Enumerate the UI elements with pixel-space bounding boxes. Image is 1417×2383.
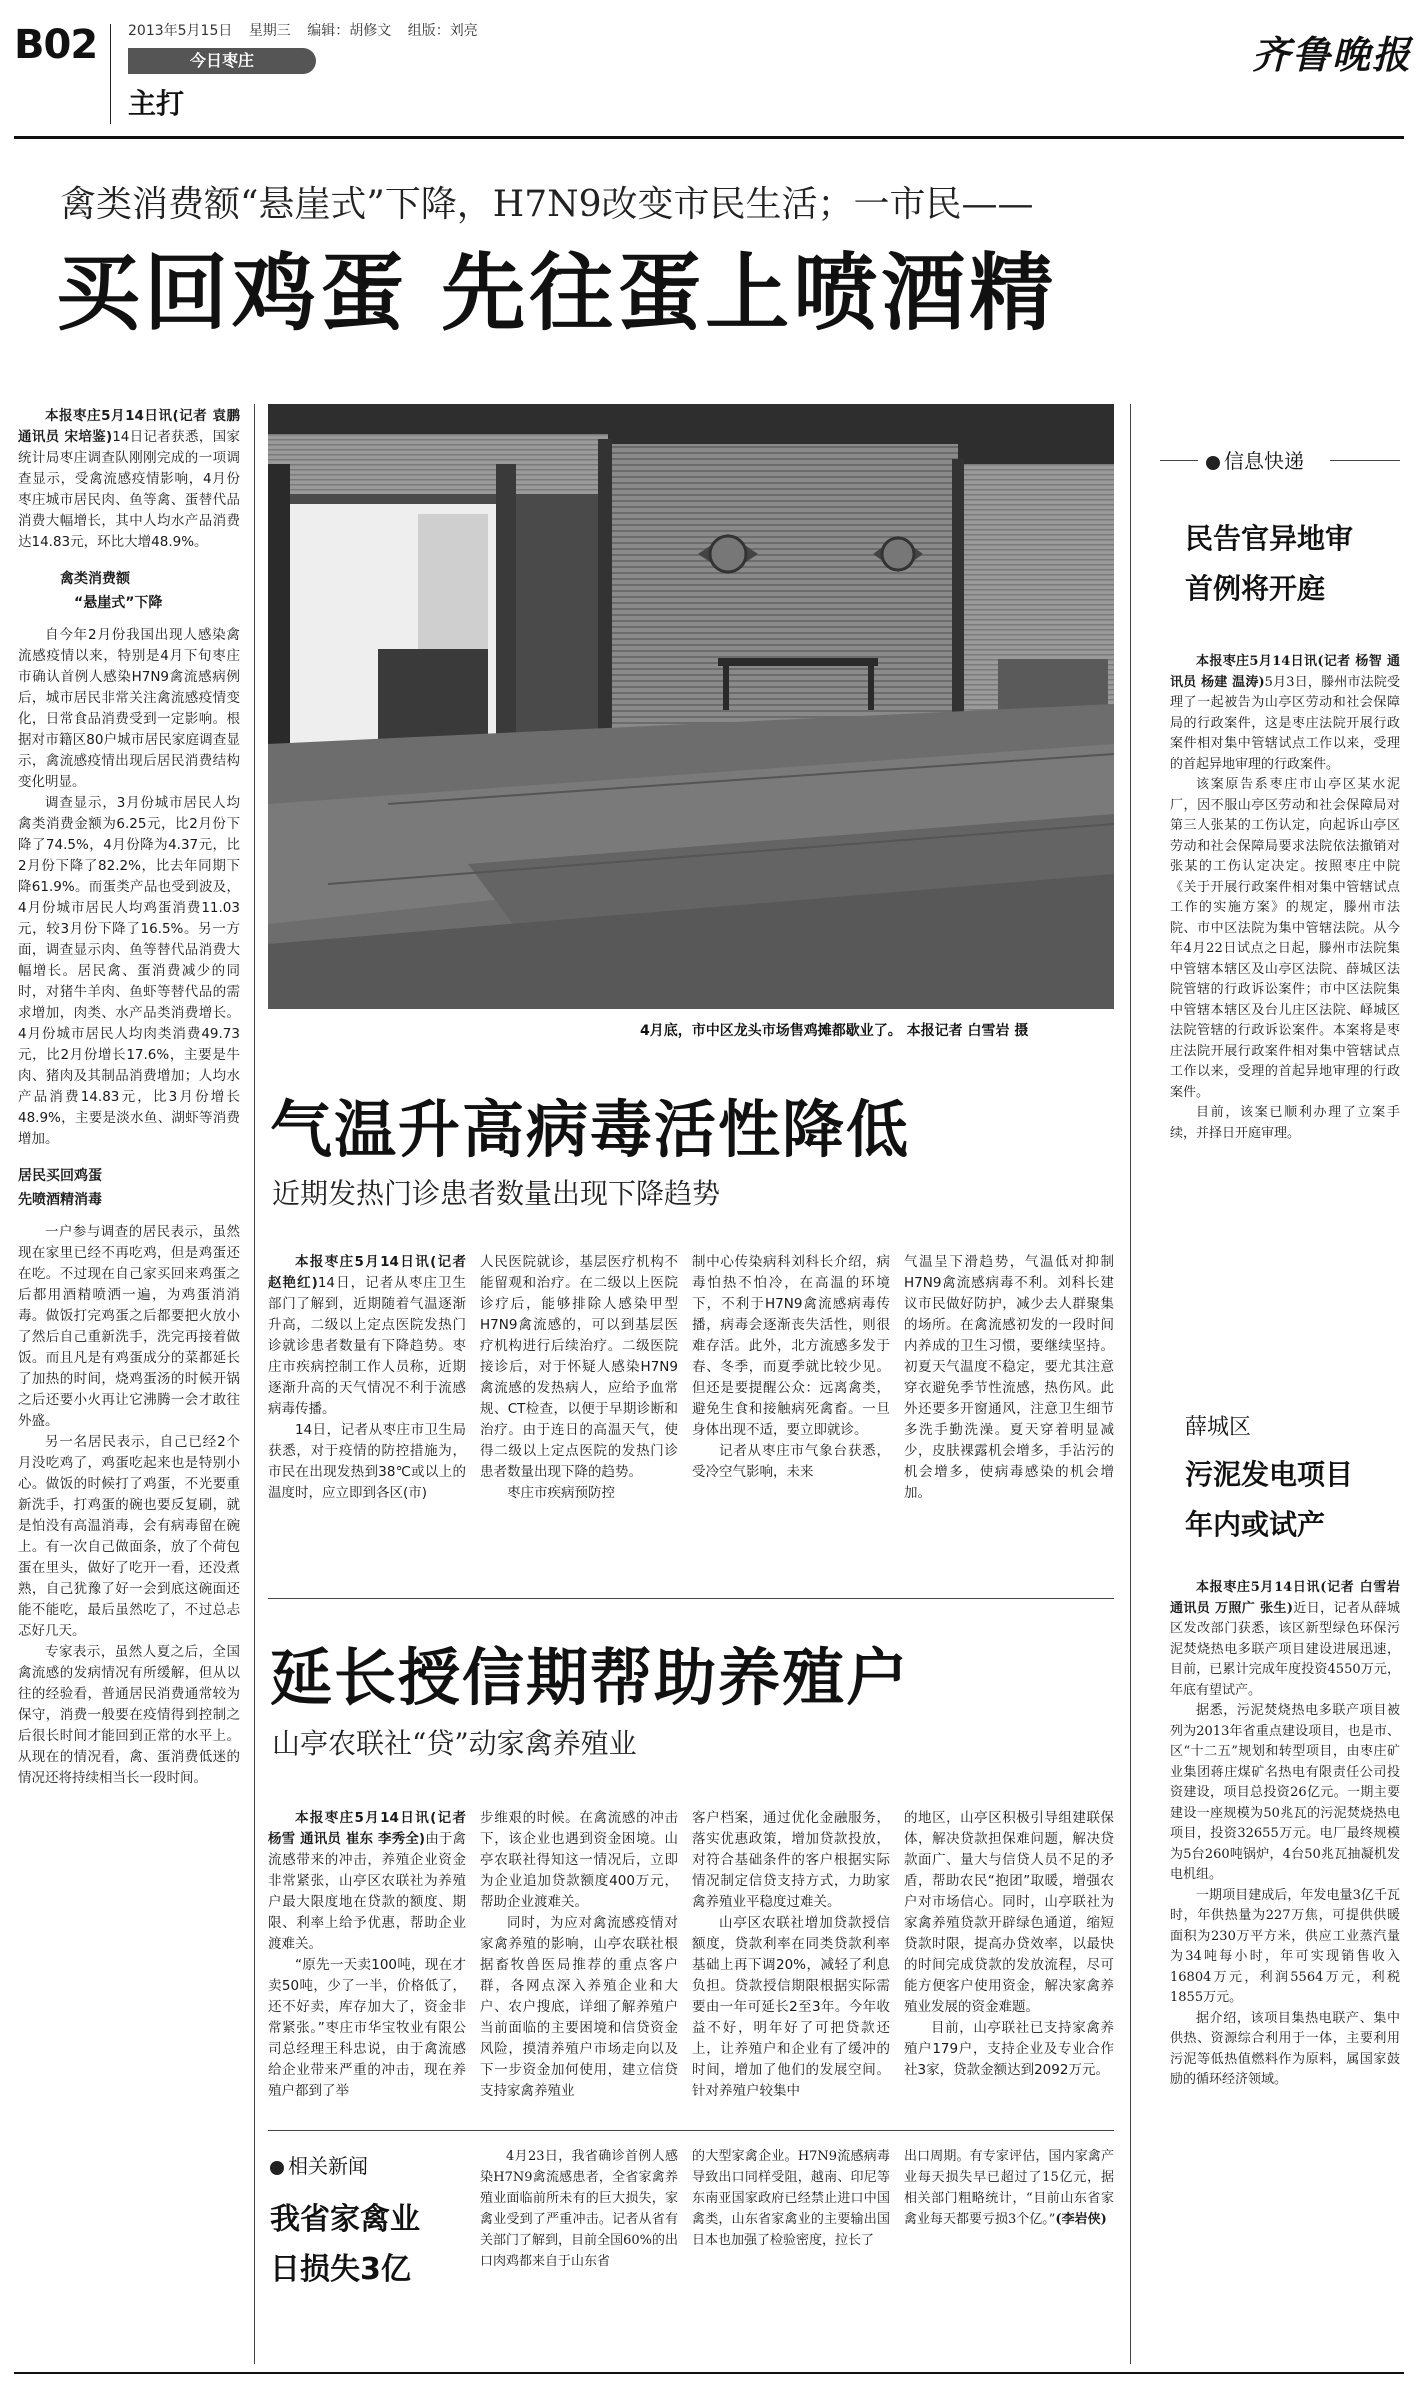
section-tag: 今日枣庄 — [128, 48, 316, 74]
sidebar-title-2b: 年内或试产 — [1185, 1508, 1326, 1541]
related-credit: (李岩侠) — [1055, 2212, 1107, 2227]
story2-col-4 — [904, 1252, 1114, 1582]
sidebar-brief-1 — [1170, 652, 1400, 1452]
market-photo — [268, 404, 1114, 1009]
story2-c3b: 记者从枣庄市气象台获悉，受冷空气影响，未来 — [692, 1443, 890, 1480]
sidebar-b1-byline: 本报枣庄5月14日讯(记者 杨智 通讯员 杨建 温涛) — [1170, 654, 1400, 690]
story3-col-1 — [268, 1808, 466, 2118]
sidebar-tag: 信息快递 — [1206, 445, 1304, 474]
issue-date: 2013年5月15日 — [128, 23, 233, 39]
sidebar-title-1b: 首例将开庭 — [1185, 572, 1326, 605]
main-kicker: 禽类消费额“悬崖式”下降，H7N9改变市民生活；一市民—— — [60, 184, 1034, 225]
story2-col-3 — [692, 1252, 890, 1582]
sidebar-b2c: 一期项目建成后，年发电量3亿千瓦时，年供热量为227万焦，可提供供暖面积为230万平方米，供应工业蒸汽量为34吨每小时，年可实现销售收入16804万元，利润5564万元，利税1855万元。 — [1170, 1887, 1400, 2005]
sidebar-area-label: 薛城区 — [1185, 1415, 1252, 1440]
story2-c1b: 14日，记者从枣庄市卫生局获悉，对于疫情的防控措施为，市民在出现发热到38℃或以上的温度时，应立即到各区(市) — [268, 1422, 466, 1501]
sidebar-b2-byline: 本报枣庄5月14日讯(记者 白雪岩 通讯员 万照广 张生) — [1170, 1580, 1400, 1616]
page-header — [0, 0, 1417, 135]
story3-c1: 由于禽流感带来的冲击，养殖企业资金非常紧张，山亭区农联社为养殖户最大限度地在贷款的额度、期限、利率上给予优惠，帮助企业渡难关。 — [268, 1831, 466, 1952]
story3-c3: 客户档案，通过优化金融服务，落实优惠政策，增加贷款投放，对符合基础条件的客户根据实际情况制定信贷支持方式，力助家禽养殖业平稳度过难关。 — [692, 1810, 890, 1910]
sidebar-brief-2 — [1170, 1578, 1400, 2368]
sidebar-b1: 5月3日，滕州市法院受理了一起被告为山亭区劳动和社会保障局的行政案件，这是枣庄法院开展行政案件相对集中管辖试点工作以来，受理的首起异地审理的行政案件。 — [1170, 674, 1400, 772]
sidebar-b1c: 目前，该案已顺利办理了立案手续，并择日开庭审理。 — [1170, 1105, 1400, 1141]
related-tag: 相关新闻 — [270, 2150, 368, 2179]
sidebar-title-1a: 民告官异地审 — [1185, 522, 1354, 555]
story2-c2: 人民医院就诊，基层医疗机构不能留观和治疗。在二级以上医院诊疗后，能够排除人感染甲型H7N9禽流感的，可以到基层医疗机构进行后续治疗。二级医院接诊后，对于怀疑人感染H7N9禽流感的发热病人，应给予血常规、CT检查，以便于早期诊断和治疗。由于连日的高温天气，使得二级以上定点医院的发热门诊患者数量出现下降的趋势。 — [480, 1254, 678, 1480]
sidebar-title-2a: 污泥发电项目 — [1185, 1458, 1354, 1491]
related-title-2: 日损失3亿 — [270, 2252, 411, 2287]
main-para-1: 自今年2月份我国出现人感染禽流感疫情以来，特别是4月下旬枣庄市确认首例人感染H7N9禽流感病例后，城市居民非常关注禽流感疫情变化，日常食品消费受到一定影响。根据对市籍区80户城市居民家庭调查显示，禽流感疫情出现后居民消费结构变化明显。 — [18, 627, 240, 790]
issue-weekday: 星期三 — [248, 23, 291, 39]
related-col-1 — [480, 2146, 678, 2366]
story3-c1b: “原先一天卖100吨，现在才卖50吨，少了一半，价格低了，还不好卖，库存加大了，资金非常紧张。”枣庄市华宝牧业有限公司总经理王科忠说，由于禽流感给企业带来严重的冲击，现在养殖户都到了举 — [268, 1957, 466, 2099]
story3-c2: 步维艰的时候。在禽流感的冲击下，该企业也遇到资金困境。山亭农联社得知这一情况后，立即为企业追加贷款额度400万元，帮助企业渡难关。 — [480, 1810, 678, 1910]
story2-subhead: 近期发热门诊患者数量出现下降趋势 — [272, 1177, 721, 1210]
sidebar-b2b: 据悉，污泥焚烧热电多联产项目被列为2013年省重点建设项目，也是市、区“十二五”规划和转型项目，由枣庄矿业集团蒋庄煤矿名热电有限责任公司投资建设，项目总投资26亿元。一期主要建设一座规模为50兆瓦的污泥焚烧热电项目，投资32655万元。电厂最终规模为5台260吨锅炉，4台50兆瓦抽凝机发电机组。 — [1170, 1703, 1400, 1882]
photo-caption: 4月底，市中区龙头市场售鸡摊都歇业了。 本报记者 白雪岩 摄 — [640, 1023, 1029, 1039]
main-story-left-column — [18, 406, 240, 2366]
story3-col-3 — [692, 1808, 890, 2118]
main-para-4: 另一名居民表示，自己已经2个月没吃鸡了，鸡蛋吃起来也是特别小心。做饭的时候打了鸡蛋，不光要重新洗手，打鸡蛋的碗也要反复刷，就是怕没有高温消毒，会有病毒留在碗上。有一次自己做面条，放了个荷包蛋在里头，做好了吃开一看，还没煮熟，自己犹豫了好一会到底这碗面还能不能吃，最后虽然吃了，不过总忐忑好几天。 — [18, 1434, 240, 1639]
story3-c4: 的地区，山亭区积极引导组建联保体，解决贷款担保难问题，解决贷款面广、量大与信贷人员不足的矛盾，帮助农民“抱团”取暖，增强农户对市场信心。同时，山亭联社为家禽养殖贷款开辟绿色通道，缩短贷款时限，提高办贷效率，以最快的时间完成贷款的发放流程，尽可能方便客户使用资金，解决家禽养殖业发展的资金难题。 — [904, 1810, 1114, 2015]
main-para-5: 专家表示，虽然人夏之后，全国禽流感的发病情况有所缓解，但从以往的经验看，普通居民消费通常较为保守，消费一般要在疫情得到控制之后很长时间才能回到正常的水平上。从现在的情况看，禽、蛋消费低迷的情况还将持续相当长一段时间。 — [18, 1644, 240, 1786]
editor-credit: 编辑：胡修文 — [307, 23, 392, 39]
story3-col-2 — [480, 1808, 678, 2118]
related-col-2 — [692, 2146, 890, 2366]
story3-headline: 延长授信期帮助养殖户 — [270, 1641, 911, 1714]
story2-c4: 气温呈下滑趋势，气温低对抑制H7N9禽流感病毒不利。刘科长建议市民做好防护，减少去人群聚集的场所。在禽流感初发的一段时间内养成的卫生习惯，要继续坚持。初夏天气温度不稳定，要尤其注意穿衣避免季节性流感，热伤风。此外还要多开窗通风，注意卫生细节多洗手勤洗澡。夏天穿着明显减少，皮肤裸露机会增多，手沾污的机会增多，使病毒感染的机会增加。 — [904, 1254, 1114, 1501]
main-headline: 买回鸡蛋 先往蛋上喷酒精 — [56, 244, 1058, 342]
subhead-1b: “悬崖式”下降 — [74, 595, 163, 611]
main-byline: 本报枣庄5月14日讯(记者 袁鹏 通讯员 宋培鉴) — [18, 408, 240, 445]
story2-c3: 制中心传染病科刘科长介绍，病毒怕热不怕冷，在高温的环境下，不利于H7N9禽流感病毒传播，病毒会逐渐丧失活性，则很难存活。此外，北方流感多发于春、冬季，而夏季就比较少见。但还是要提醒公众：远离禽类，避免生食和接触病死禽畜。一旦身体出现不适，要立即就诊。 — [692, 1254, 890, 1438]
sidebar-b1b: 该案原告系枣庄市山亭区某水泥厂，因不服山亭区劳动和社会保障局对第三人张某的工伤认定，向起诉山亭区劳动和社会保障局要求法院依法撤销对张某的工伤认定决定。按照枣庄中院《关于开展行政案件相对集中管辖试点工作的实施方案》的规定，滕州市法院、市中区法院为集中管辖法院。从今年4月22日试点之日起，滕州市法院集中管辖本辖区及山亭区法院、薛城区法院管辖的行政诉讼案件；市中区法院集中管辖本辖区及台儿庄区法院、峄城区法院管辖的行政诉讼案件。本案将是枣庄法院开展行政案件相对集中管辖试点工作以来，受理的首起异地审理的行政案件。 — [1170, 777, 1400, 1100]
main-para-2: 调查显示，3月份城市居民人均禽类消费金额为6.25元，比2月份下降了74.5%，4月份降为4.37元，比2月份下降了82.2%，比去年同期下降61.9%。而蛋类产品也受到波及，4月份城市居民人均鸡蛋消费11.03元，较3月份下降了16.5%。另一方面，调查显示肉、鱼等替代品消费大幅增长。居民禽、蛋消费减少的同时，对猪牛羊肉、鱼虾等替代品的需求增加，肉类、水产品类消费增长。4月份城市居民人均肉类消费49.73元，比2月份增长17.6%，主要是牛肉、猪肉及其制品消费增加；人均水产品消费14.83元，比3月份增长48.9%，主要是淡水鱼、湖虾等消费增加。 — [18, 795, 240, 1147]
story2-c1: 14日，记者从枣庄卫生部门了解到，近期随着气温逐渐升高，二级以上定点医院发热门诊就诊患者数量有下降趋势。枣庄市疾病控制工作人员称，近期逐渐升高的天气情况不利于流感病毒传播。 — [268, 1275, 466, 1417]
story2-col-2 — [480, 1252, 678, 1582]
related-title-1: 我省家禽业 — [270, 2202, 420, 2237]
related-c1: 4月23日，我省确诊首例人感染H7N9禽流感患者，全省家禽养殖业面临前所未有的巨大损失，家禽业受到了严重冲击。记者从省有关部门了解到，目前全国60%的出口肉鸡都来自于山东省 — [480, 2149, 678, 2269]
masthead-logo: 齐鲁晚报 — [1252, 32, 1413, 77]
subhead-2a: 居民买回鸡蛋 — [18, 1168, 102, 1184]
story3-subhead: 山亭农联社“贷”动家禽养殖业 — [272, 1727, 637, 1760]
related-col-3 — [904, 2146, 1114, 2366]
page-number: B02 — [14, 22, 98, 68]
sidebar-b2d: 据介绍，该项目集热电联产、集中供热、资源综合利用于一体，主要利用污泥等低热值燃料作为原料，属国家鼓励的循环经济领域。 — [1170, 2010, 1400, 2087]
story2-headline: 气温升高病毒活性降低 — [270, 1093, 911, 1166]
main-para-3: 一户参与调查的居民表示，虽然现在家里已经不再吃鸡，但是鸡蛋还在吃。不过现在自己家买回来鸡蛋之后都用酒精喷洒一遍，为鸡蛋消消毒。做饭打完鸡蛋之后都要把火放小了然后自己重新洗手，洗完再接着做饭。而且凡是有鸡蛋成分的菜都延长了加热的时间，烧鸡蛋汤的时候开锅之后还要小火再让它沸腾一会才敢往外盛。 — [18, 1224, 240, 1429]
story3-c2b: 同时，为应对禽流感疫情对家禽养殖的影响，山亭农联社根据畜牧兽医局推荐的重点客户群，各网点深入养殖企业和大户、农户搜底，详细了解养殖户当前面临的主要困境和信贷资金风险，摸清养殖户市场走向以及下一步资金加何使用，建立信贷支持家禽养殖业 — [480, 1915, 678, 2099]
story2-byline: 本报枣庄5月14日讯(记者 赵艳红) — [268, 1254, 466, 1291]
info-bullet-icon — [1206, 456, 1220, 470]
main-lead: 14日记者获悉，国家统计局枣庄调查队刚刚完成的一项调查显示，受禽流感疫情影响，4月份枣庄城市居民肉、鱼等禽、蛋替代品消费大幅增长，其中人均水产品消费达14.83元，环比大增48.9%。 — [18, 429, 240, 550]
story3-byline: 本报枣庄5月14日讯(记者 杨雪 通讯员 崔东 李秀全) — [268, 1810, 466, 1847]
subhead-2b: 先喷酒精消毒 — [18, 1192, 102, 1208]
layout-credit: 组版：刘亮 — [407, 23, 478, 39]
story2-c2b: 枣庄市疾病预防控 — [507, 1485, 615, 1501]
story3-c3b: 山亭区农联社增加贷款授信额度，贷款利率在同类贷款利率基础上再下调20%，减轻了利息负担。贷款授信期限根据实际需要由一年可延长2至3年。今年收益不好，明年好了可把贷款还上，让养殖户和企业有了缓冲的时间，增加了他们的发展空间。针对养殖户较集中 — [692, 1915, 890, 2099]
story3-c4b: 目前，山亭联社已支持家禽养殖户179户，支持企业及专业合作社3家，贷款金额达到2092万元。 — [904, 2020, 1114, 2078]
story3-col-4 — [904, 1808, 1114, 2118]
sidebar-b2: 近日，记者从薛城区发改部门获悉，该区新型绿色环保污泥焚烧热电多联产项目建设进展迅速，目前，已累计完成年度投资4550万元，年底有望试产。 — [1170, 1600, 1400, 1698]
related-bullet-icon — [270, 2161, 284, 2175]
related-c2: 的大型家禽企业。H7N9流感病毒导致出口同样受阻，越南、印尼等东南亚国家政府已经禁止进口中国禽类，山东省家禽业的主要输出国日本也加强了检验密度，拉长了 — [692, 2149, 890, 2248]
section-name: 主打 — [128, 87, 185, 120]
subhead-1a: 禽类消费额 — [60, 571, 130, 587]
related-c3: 出口周期。有专家评估，国内家禽产业每天损失早已超过了15亿元，据相关部门粗略统计，“目前山东省家禽业每天都要亏损3个亿。” — [904, 2149, 1114, 2227]
story2-col-1 — [268, 1252, 466, 1582]
